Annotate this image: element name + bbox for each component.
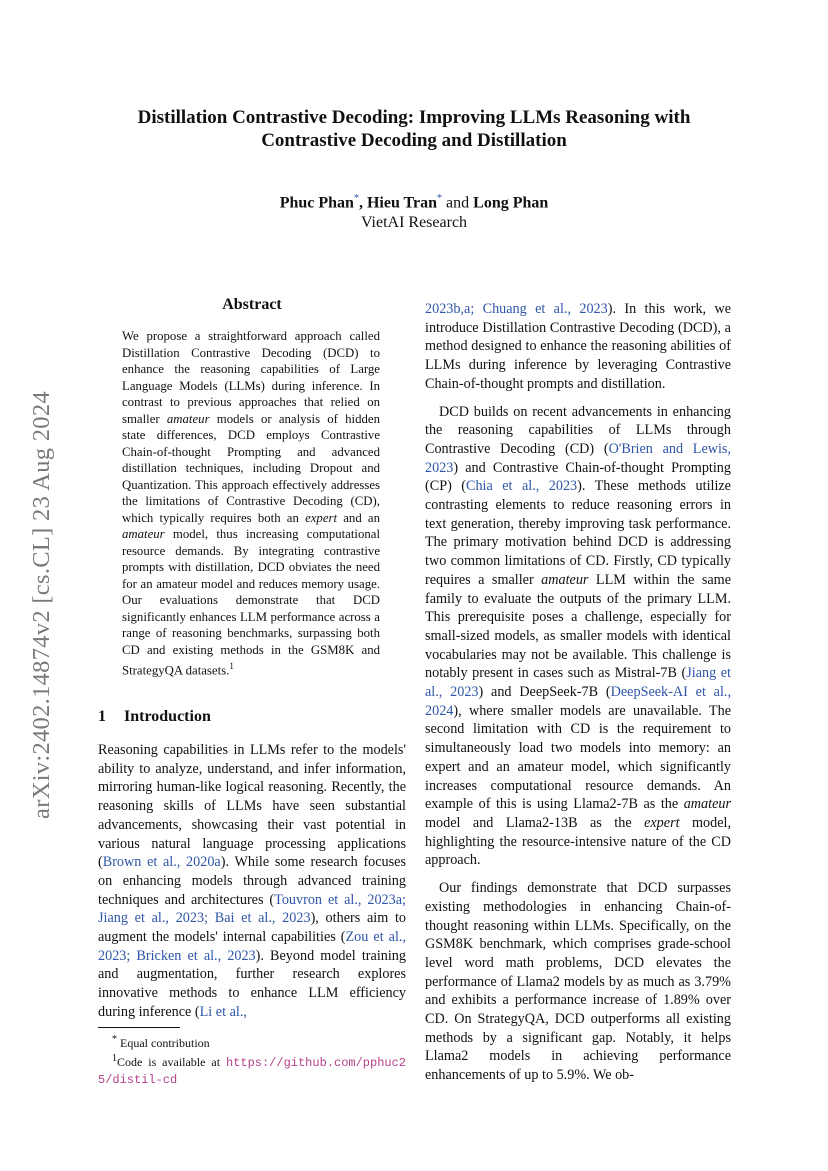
- text-segment: DCD builds on recent advancements in enhancing the reasoning capabilities of LLMs through Contrastive Decoding (CD) (: [425, 403, 731, 457]
- emphasis: amateur: [541, 571, 589, 588]
- author-list: [98, 189, 730, 213]
- paragraph: [425, 879, 731, 1085]
- abstract-segment: models or analysis of hidden state differences, DCD employs Contrastive Chain-of-thought Prompting and advanced distillation techniques, including Dropout and Quantization. This approach effectively addresses the limitations of Contrastive Decoding (CD), which typically requires both an: [122, 411, 380, 525]
- text-segment: ), others aim to augment the models' internal capabilities (: [98, 910, 406, 946]
- author-name: Hieu Tran: [366, 194, 438, 212]
- footnote-code: [98, 1051, 406, 1088]
- intro-left-column: [98, 741, 406, 1022]
- abstract-emphasis: amateur: [166, 411, 210, 426]
- footnote-mark: *: [112, 1034, 117, 1045]
- footnote-equal-contribution: [98, 1032, 406, 1051]
- author-block: [98, 189, 730, 233]
- text-segment: Our findings demonstrate that DCD surpasses existing methodologies in enhancing Chain-of-thought reasoning within LLMs. Specifically, on the GSM8K benchmark, which comprises grade-school level word math problems, DCD elevates the performance of Llama2 models by as much as 3.79% and exhibits a performance increase of 1.89% over CD. On StrategyQA, DCD outperforms all existing methods by a significant gap. Notably, it helps Llama2 models in achieving performance enhancements of up to 5.9%. We ob-: [425, 880, 731, 1084]
- code-url-link[interactable]: https://github.com/pphuc25/distil-cd: [98, 1056, 406, 1087]
- abstract-text: [122, 328, 380, 679]
- text-segment: model and Llama2-13B as the: [425, 814, 645, 831]
- footnotes: [98, 1027, 406, 1088]
- paragraph: [425, 403, 731, 871]
- abstract-emphasis: amateur: [122, 527, 165, 541]
- text-segment: ), where smaller models are unavailable. The second limitation with CD is the requirement to simultaneously load two models into memory: an expert and an amateur model, which significantly increases computational resource demands. An example of this is using Llama2-7B as the: [425, 702, 731, 813]
- citation-link[interactable]: O'Brien and Lewis, 2023: [425, 440, 731, 476]
- citation-link[interactable]: Touvron et al., 2023a; Jiang et al., 2023; Bai et al., 2023: [98, 891, 406, 927]
- abstract-segment: model, thus increasing computational resource demands. By integrating contrastive prompts with distillation, DCD obviates the need for an amateur model and reduces memory usage. Our evaluations demonstrate that DCD significantly enhances LLM performance across a range of reasoning benchmarks, surpassing both CD and existing methods in the GSM8K and StrategyQA datasets.: [122, 527, 380, 678]
- section-heading: [98, 708, 406, 726]
- paper-title: Distillation Contrastive Decoding: Improving LLMs Reasoning with Contrastive Decoding and Distillation: [137, 107, 691, 151]
- abstract-emphasis: expert: [305, 510, 338, 525]
- text-segment: ). These methods utilize contrasting elements to reduce reasoning errors in text generation, thereby improving task performance. The primary motivation behind DCD is addressing two common limitations of CD. Firstly, CD typically requires a smaller: [425, 478, 731, 588]
- text-segment: ). In this work, we introduce Distillation Contrastive Decoding (DCD), a method designed to enhance the reasoning abilities of LLMs during inference by leveraging Contrastive Chain-of-thought prompts and distillation.: [425, 301, 731, 392]
- author-separator: and: [442, 194, 474, 212]
- text-segment: ) and DeepSeek-7B (: [478, 684, 611, 701]
- text-segment: ). Beyond model training and augmentation, further research explores innovative methods to enhance LLM efficiency during inference (: [98, 947, 406, 1020]
- citation-link[interactable]: Li et al.,: [199, 1003, 247, 1020]
- affiliation: VietAI Research: [360, 214, 468, 232]
- footnote-ref: 1: [229, 661, 234, 671]
- author-separator: ,: [358, 194, 367, 212]
- text-segment: Reasoning capabilities in LLMs refer to the models' ability to analyze, understand, and infer information, mirroring human-like logical reasoning. Recently, the reasoning skills of LLMs have seen substantial advancements, showcasing their vast potential in various natural language processing applications (: [98, 742, 406, 871]
- section-number: 1: [98, 708, 106, 725]
- citation-link[interactable]: 2023b,a; Chuang et al., 2023: [425, 301, 608, 317]
- footnote-text: Equal contribution: [117, 1036, 210, 1050]
- citation-link[interactable]: DeepSeek-AI et al., 2024: [425, 684, 732, 719]
- author-name: Long Phan: [473, 194, 549, 212]
- equal-contribution-mark: *: [353, 193, 359, 204]
- footnote-text: Code is available at: [117, 1055, 226, 1069]
- footnote-mark: 1: [112, 1053, 117, 1064]
- abstract-heading: Abstract: [222, 296, 282, 313]
- text-segment: LLM within the same family to evaluate the outputs of the primary LLM. This prerequisite poses a challenge, especially for small-sized models, as smaller models with identical vocabularies may not be available. This challenge is notably present in cases such as Mistral-7B (: [425, 571, 731, 682]
- citation-link[interactable]: Brown et al., 2020a: [102, 854, 221, 871]
- citation-link[interactable]: Zou et al., 2023; Bricken et al., 2023: [98, 929, 406, 964]
- intro-right-column: [425, 300, 731, 1085]
- paragraph: [98, 741, 406, 1022]
- citation-link[interactable]: Jiang et al., 2023: [425, 665, 731, 701]
- text-segment: model, highlighting the resource-intensive nature of the CD approach.: [425, 814, 731, 869]
- arxiv-id-text: arXiv:2402.14874v2 [cs.CL] 23 Aug 2024: [28, 391, 55, 819]
- author-name: Phuc Phan: [279, 194, 354, 212]
- text-segment: ) and Contrastive Chain-of-thought Prompting (CP) (: [425, 459, 731, 495]
- arxiv-identifier: [22, 360, 62, 850]
- paragraph: [425, 300, 731, 394]
- citation-link[interactable]: Chia et al., 2023: [466, 478, 578, 495]
- footnote-divider: [98, 1027, 180, 1028]
- section-title: Introduction: [124, 708, 211, 725]
- text-segment: ). While some research focuses on enhancing models through advanced training techniques and architectures (: [98, 854, 406, 908]
- equal-contribution-mark: *: [437, 193, 443, 204]
- abstract-segment: We propose a straightforward approach called Distillation Contrastive Decoding (DCD) to enhance the reasoning capabilities of Large Language Models (LLMs) during inference. In contrast to previous approaches that relied on smaller: [122, 329, 380, 426]
- emphasis: amateur: [683, 796, 731, 813]
- emphasis: expert: [644, 814, 680, 831]
- abstract-segment: and an: [337, 510, 380, 525]
